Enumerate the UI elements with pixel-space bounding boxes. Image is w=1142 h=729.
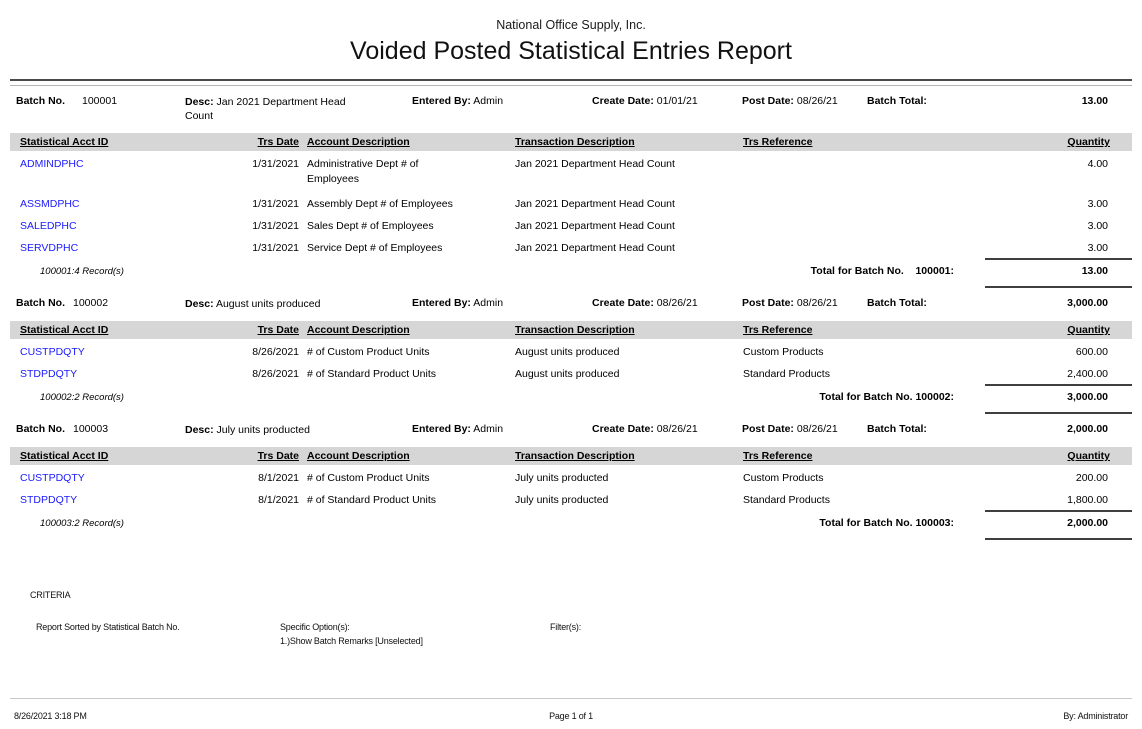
account-description: # of Custom Product Units [307,472,430,484]
trs-date: 8/26/2021 [252,368,299,380]
post-date-label: Post Date: [742,95,794,107]
table-row [0,488,1142,510]
trs-reference: Standard Products [743,368,830,380]
create-date-value: 08/26/21 [656,423,698,435]
column-header-row [0,447,1142,465]
trs-date: 1/31/2021 [252,220,299,232]
desc-value: July units producted [216,424,310,436]
total-rule-top [985,384,1132,386]
record-count: 100001:4 Record(s) [40,266,124,277]
col-quantity: Quantity [1067,324,1110,336]
batch-total-value: 2,000.00 [1067,423,1108,435]
entered-by [412,423,503,435]
table-row [0,340,1142,362]
quantity: 1,800.00 [1067,494,1108,506]
col-transaction-description: Transaction Description [515,324,635,336]
batch-total-row [0,384,1142,414]
batch-no-value: 100002 [73,297,109,309]
batch-no-label: Batch No. [16,95,66,107]
account-description: Assembly Dept # of Employees [307,198,453,210]
table-row [0,152,1142,192]
total-rule-top [985,258,1132,260]
batch-section-100002 [0,288,1142,414]
create-date-value: 01/01/21 [656,95,698,107]
acct-id-link[interactable]: CUSTPDQTY [20,472,85,484]
batch-header [0,414,1142,446]
table-row [0,192,1142,214]
create-date-label: Create Date: [592,95,654,107]
post-date-label: Post Date: [742,423,794,435]
transaction-description: August units produced [515,368,620,380]
quantity: 3.00 [1087,198,1108,210]
col-trs-reference: Trs Reference [743,136,813,148]
total-rule-top [985,510,1132,512]
post-date [742,95,838,107]
acct-id-link[interactable]: STDPDQTY [20,494,78,506]
trs-reference: Custom Products [743,346,824,358]
transaction-description: July units producted [515,494,609,506]
column-header-row [0,321,1142,339]
quantity: 3.00 [1087,220,1108,232]
transaction-description: Jan 2021 Department Head Count [515,198,675,210]
acct-id-link[interactable]: CUSTPDQTY [20,346,85,358]
batch-section-100003 [0,414,1142,540]
col-trs-date: Trs Date [257,324,299,336]
batch-header [0,288,1142,320]
col-account-description: Account Description [307,136,410,148]
post-date-label: Post Date: [742,297,794,309]
trs-date: 1/31/2021 [252,242,299,254]
batch-total-label: Batch Total: [867,423,927,435]
criteria-sorted-by: Report Sorted by Statistical Batch No. [36,622,180,632]
table-row [0,214,1142,236]
batch-no-label: Batch No. [16,297,66,309]
record-count: 100002:2 Record(s) [40,392,124,403]
batch-no-value: 100003 [73,423,109,435]
quantity: 200.00 [1075,472,1108,484]
criteria-specific-options-label: Specific Option(s): [280,622,350,632]
entered-by [412,297,503,309]
post-date [742,297,838,309]
account-description: # of Standard Product Units [307,368,436,380]
batch-desc [185,423,352,437]
entered-by-value: Admin [473,297,504,309]
transaction-description: Jan 2021 Department Head Count [515,242,675,254]
total-for-batch-label: Total for Batch No. 100001: [810,265,954,277]
trs-date: 8/26/2021 [252,346,299,358]
total-rule-bottom [985,538,1132,540]
col-quantity: Quantity [1067,136,1110,148]
company-name: National Office Supply, Inc. [496,18,646,32]
transaction-description: Jan 2021 Department Head Count [515,158,675,170]
account-description: # of Custom Product Units [307,346,430,358]
footer-page-number: Page 1 of 1 [549,711,593,721]
col-account-description: Account Description [307,324,410,336]
post-date [742,423,838,435]
table-row [0,362,1142,384]
col-trs-date: Trs Date [257,136,299,148]
footer-datetime: 8/26/2021 3:18 PM [14,711,87,721]
account-description: Sales Dept # of Employees [307,220,434,232]
column-header-row [0,133,1142,151]
report-header [0,0,1142,86]
trs-date: 8/1/2021 [258,472,299,484]
transaction-description: August units produced [515,346,620,358]
batch-total-value: 3,000.00 [1067,297,1108,309]
trs-reference: Standard Products [743,494,830,506]
create-date [592,423,698,435]
col-statistical-acct-id: Statistical Acct ID [20,136,109,148]
batch-total-value: 13.00 [1081,95,1108,107]
col-trs-date: Trs Date [257,450,299,462]
trs-date: 1/31/2021 [252,198,299,210]
post-date-value: 08/26/21 [796,423,838,435]
total-for-batch-value: 3,000.00 [1067,391,1108,403]
table-row [0,236,1142,258]
entered-by-label: Entered By: [412,423,471,435]
title-divider [10,79,1132,86]
desc-label: Desc: [185,96,214,108]
acct-id-link[interactable]: STDPDQTY [20,368,78,380]
col-transaction-description: Transaction Description [515,450,635,462]
desc-value: Jan 2021 Department Head Count [185,96,346,122]
acct-id-link[interactable]: ASSMDPHC [20,198,80,210]
criteria-heading: CRITERIA [30,590,71,600]
transaction-description: July units producted [515,472,609,484]
post-date-value: 08/26/21 [796,297,838,309]
desc-label: Desc: [185,298,214,310]
total-for-batch-value: 2,000.00 [1067,517,1108,529]
record-count: 100003:2 Record(s) [40,518,124,529]
criteria-filters-label: Filter(s): [550,622,581,632]
batch-total-label: Batch Total: [867,95,927,107]
batch-no-value: 100001 [82,95,118,107]
account-description: Service Dept # of Employees [307,242,443,254]
create-date-label: Create Date: [592,423,654,435]
total-for-batch-value: 13.00 [1081,265,1108,277]
create-date-label: Create Date: [592,297,654,309]
total-for-batch-label: Total for Batch No. 100003: [819,517,954,529]
table-row [0,466,1142,488]
total-for-batch-label: Total for Batch No. 100002: [819,391,954,403]
entered-by-label: Entered By: [412,297,471,309]
desc-value: August units produced [215,298,321,310]
trs-date: 1/31/2021 [252,158,299,170]
quantity: 600.00 [1075,346,1108,358]
create-date-value: 08/26/21 [656,297,698,309]
quantity: 3.00 [1087,242,1108,254]
entered-by-label: Entered By: [412,95,471,107]
batch-no-label: Batch No. [16,423,66,435]
batch-total-row [0,258,1142,288]
account-description: Administrative Dept # of Employees [307,158,419,185]
acct-id-link[interactable]: SALEDPHC [20,220,77,232]
transaction-description: Jan 2021 Department Head Count [515,220,675,232]
desc-label: Desc: [185,424,214,436]
col-statistical-acct-id: Statistical Acct ID [20,324,109,336]
criteria-section [0,582,1142,692]
batch-header [0,86,1142,132]
batch-total-row [0,510,1142,540]
col-transaction-description: Transaction Description [515,136,635,148]
quantity: 2,400.00 [1067,368,1108,380]
footer-printed-by: By: Administrator [1063,711,1128,721]
create-date [592,95,698,107]
col-trs-reference: Trs Reference [743,450,813,462]
col-quantity: Quantity [1067,450,1110,462]
quantity: 4.00 [1087,158,1108,170]
report-title: Voided Posted Statistical Entries Report [350,37,792,65]
page-footer [0,699,1142,729]
criteria-option-1: 1.)Show Batch Remarks [Unselected] [280,636,423,646]
batch-section-100001 [0,86,1142,288]
trs-reference: Custom Products [743,472,824,484]
entered-by-value: Admin [473,95,504,107]
entered-by-value: Admin [473,423,504,435]
post-date-value: 08/26/21 [796,95,838,107]
create-date [592,297,698,309]
trs-date: 8/1/2021 [258,494,299,506]
col-account-description: Account Description [307,450,410,462]
batch-desc [185,95,352,123]
batch-desc [185,297,352,311]
batch-total-label: Batch Total: [867,297,927,309]
col-statistical-acct-id: Statistical Acct ID [20,450,109,462]
entered-by [412,95,503,107]
col-trs-reference: Trs Reference [743,324,813,336]
acct-id-link[interactable]: SERVDPHC [20,242,79,254]
acct-id-link[interactable]: ADMINDPHC [20,158,84,170]
account-description: # of Standard Product Units [307,494,436,506]
